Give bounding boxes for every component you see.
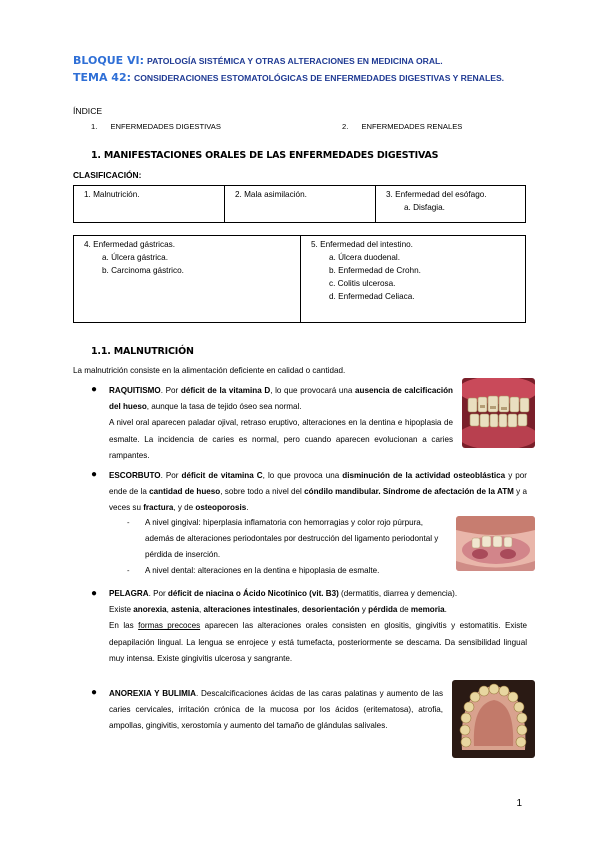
text-run: cóndilo mandibular. [304,487,381,497]
anorexia-paragraph [109,686,443,735]
text-run: déficit de la vitamina D [180,386,271,395]
indice-item-1[interactable] [91,122,221,131]
text-run: , lo que provoca una [262,471,343,480]
text-run: . Por [148,589,168,598]
indice-item-2[interactable] [342,122,462,131]
text-run: alteraciones intestinales [203,605,298,615]
section-1-1-title: 1.1. MALNUTRICIÓN [91,346,194,357]
class-text: 4. Enfermedad gástricas. [84,240,176,249]
class-subitem: a. Úlcera gástrica. [102,253,168,262]
text-run: déficit de vitamina C [181,471,263,480]
indice-title: ÍNDICE [73,106,103,116]
malnutricion-intro: La malnutrición consiste en la alimentación deficiente en calidad o cantidad. [73,366,346,375]
class-subitem: c. Colitis ulcerosa. [329,279,396,288]
tema-text: CONSIDERACIONES ESTOMATOLÓGICAS DE ENFERMEDADES DIGESTIVAS Y RENALES. [134,73,505,83]
class-text: 2. Mala asimilación. [235,190,307,199]
text-run: . Descalcificaciones ácidas de las caras palatinas y aumento de las caries cervicales, irritación crónica de la mucosa por los ácidos (eritematosa), atrofia, ampollas, gingivitis, xerostomía y aumento del tamaño de glándulas salivales. [109,689,443,731]
bullet-icon: ● [91,588,98,599]
bloque-tag: BLOQUE VI: [73,54,144,67]
dash-icon: - [127,518,130,527]
text-run: . [444,605,447,615]
text-run: , [297,605,303,615]
text-run: , lo que provocará una [270,386,356,395]
palate-image [452,680,535,758]
text-run: . Por [160,386,181,395]
text-run: y [359,605,369,615]
pelagra-name: PELAGRA [109,589,149,598]
escorbuto-paragraph [109,468,527,517]
indice-item-label: ENFERMEDADES RENALES [361,122,463,131]
text-run: (dermatitis, diarrea y demencia). [338,589,458,598]
text-run: . [246,503,249,513]
text-run: disminución de la actividad osteoblástica [342,471,506,480]
text-run: fractura [143,503,174,513]
bullet-icon: ● [91,384,98,395]
text-run: osteoporosis [195,503,247,513]
text-run: astenia [171,605,199,615]
clasificacion-label: CLASIFICACIÓN: [73,170,142,180]
text-run: formas precoces [138,621,201,631]
text-run: aparecen las alteraciones orales consisten en glositis, gingivitis y estomatitis. Existe depapilación lingual. La lengua se enrojece y está tumefacta, posteriormente se descama. Da sensibilidad lingual muy intensa. Existe gingivitis ulcerosa y sangrante. [109,621,527,663]
class-subitem: b. Carcinoma gástrico. [102,266,184,275]
class-cell-gastricas [74,236,301,323]
text-run: memoria [410,605,445,615]
classification-table-row1 [73,185,526,223]
text-run: cantidad de hueso [149,487,221,497]
raquitismo-name: RAQUITISMO [109,386,161,395]
text-run: y por ende de la [109,471,528,497]
text-run: , [199,605,204,615]
escorbuto-gum-photo [456,516,535,571]
text-run: ausencia de calcificación del hueso [109,386,453,412]
class-cell-intestino [301,236,526,323]
text-run: , aunque la tasa de tejido óseo sea normal. [146,402,302,412]
bloque-heading [73,54,443,67]
raquitismo-paragraph [109,383,453,464]
text-run: y a veces su [109,487,528,513]
bullet-icon: ● [91,687,98,698]
class-text: 5. Enfermedad del intestino. [311,240,413,249]
pelagra-line-1 [109,586,527,602]
text-run: A nivel oral aparecen paladar ojival, retraso eruptivo, alteraciones en la dentina e hipoplasia de esmalte. La incidencia de caries es normal, pero cuando aparecen evolucionan a caries rampantes. [109,418,453,460]
escorbuto-name: ESCORBUTO [109,471,161,480]
class-subitem: a. Disfagia. [404,203,445,212]
anorexia-palate-photo [452,680,535,758]
pelagra-paragraph [109,586,527,667]
bullet-icon: ● [91,469,98,480]
indice-item-num: 1. [91,122,98,131]
text-run: En las [109,621,139,631]
page-number: 1 [516,798,522,809]
class-text: 1. Malnutrición. [84,190,140,199]
class-subitem: a. Úlcera duodenal. [329,253,401,262]
tema-tag: TEMA 42: [73,71,132,84]
bloque-text: PATOLOGÍA SISTÉMICA Y OTRAS ALTERACIONES EN MEDICINA ORAL. [146,56,443,66]
raquitismo-teeth-photo [462,378,535,448]
section-1-title: 1. MANIFESTACIONES ORALES DE LAS ENFERMEDADES DIGESTIVAS [91,150,439,161]
indice-item-num: 2. [342,122,349,131]
anorexia-name: ANOREXIA Y BULIMIA [109,689,196,698]
text-run: de [397,605,411,615]
class-subitem: b. Enfermedad de Crohn. [329,266,421,275]
gum-image [456,516,535,571]
text-run: , [166,605,172,615]
class-subitem: d. Enfermedad Celiaca. [329,292,415,301]
dash-icon: - [127,566,130,575]
text-run: anorexia [133,605,167,615]
classification-table-row2 [73,235,526,323]
tema-heading [73,71,504,84]
text-run: desorientación [302,605,360,615]
pelagra-line-3 [109,618,527,667]
class-cell-mala-asimilacion [225,186,376,223]
text-run: déficit de niacina o Ácido Nicotínico (vit. B3) [167,589,339,598]
class-cell-malnutricion [74,186,225,223]
text-run: Existe [109,605,134,615]
text-run: pérdida [368,605,398,615]
indice-item-label: ENFERMEDADES DIGESTIVAS [110,122,221,131]
class-text: 3. Enfermedad del esófago. [386,190,487,199]
text-run: , sobre todo a nivel del [220,487,305,497]
class-cell-esofago [376,186,526,223]
teeth-image [462,378,535,448]
text-run: , y de [173,503,196,513]
text-run: . Por [160,471,182,480]
text-run: Síndrome de afectación de la ATM [382,487,514,497]
escorbuto-gingival: A nivel gingival: hiperplasia inflamatoria con hemorragias y color rojo púrpura, además de alteraciones periodontales por destrucción del ligamento periodontal y pérdida de inserción. [145,518,439,560]
pelagra-line-2 [109,602,527,618]
escorbuto-dental: A nivel dental: alteraciones en la dentina e hipoplasia de esmalte. [145,566,380,575]
